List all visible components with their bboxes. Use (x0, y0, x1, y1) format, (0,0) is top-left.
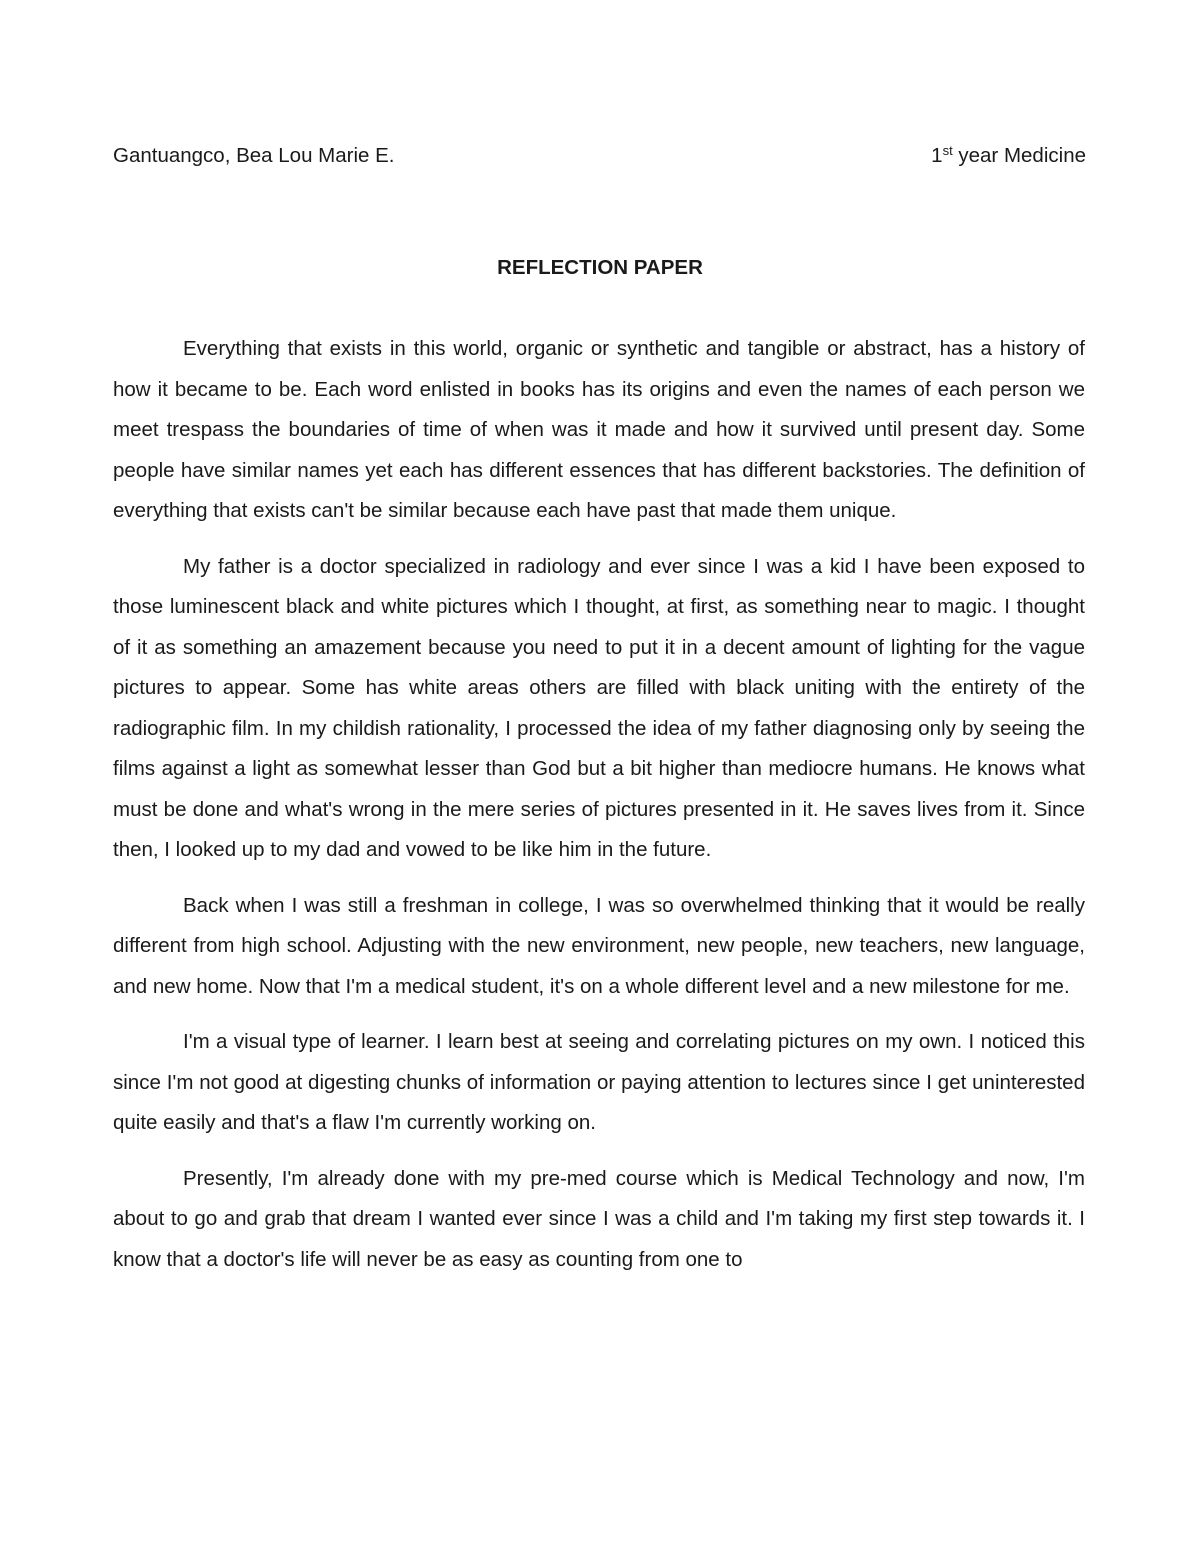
year-number: 1 (931, 144, 943, 167)
author-name: Gantuangco, Bea Lou Marie E. (113, 144, 395, 167)
body-paragraph: Back when I was still a freshman in college, I was so overwhelmed thinking that it would be really different from high school. Adjusting with the new environment, new people, new teachers, new language, and new home. Now that I'm a medical student, it's on a whole different level and a new milestone for me. (113, 893, 1085, 998)
document-title: REFLECTION PAPER (497, 256, 703, 279)
year-suffix: st (942, 143, 953, 159)
document-body (113, 329, 1085, 1295)
year-program: year Medicine (952, 144, 1086, 167)
body-paragraph: Presently, I'm already done with my pre-med course which is Medical Technology and now, I'm about to go and grab that dream I wanted ever since I was a child and I'm taking my first step towards it. I know that a doctor's life will never be as easy as counting from one to (113, 1166, 1085, 1271)
year-level (931, 140, 1086, 172)
document-header (113, 140, 1086, 172)
body-paragraph: My father is a doctor specialized in radiology and ever since I was a kid I have been exposed to those luminescent black and white pictures which I thought, at first, as something near to magic. I thought of it as something an amazement because you need to put it in a decent amount of lighting for the vague pictures to appear. Some has white areas others are filled with black uniting with the entirety of the radiographic film. In my childish rationality, I processed the idea of my father diagnosing only by seeing the films against a light as somewhat lesser than God but a bit higher than mediocre humans. He knows what must be done and what's wrong in the mere series of pictures presented in it. He saves lives from it. Since then, I looked up to my dad and vowed to be like him in the future. (113, 554, 1085, 861)
body-paragraph: Everything that exists in this world, organic or synthetic and tangible or abstract, has a history of how it became to be. Each word enlisted in books has its origins and even the names of each person we meet trespass the boundaries of time of when was it made and how it survived until present day. Some people have similar names yet each has different essences that has different backstories. The definition of everything that exists can't be similar because each have past that made them unique. (113, 337, 1085, 522)
body-paragraph: I'm a visual type of learner. I learn best at seeing and correlating pictures on my own. I noticed this since I'm not good at digesting chunks of information or paying attention to lectures since I get uninterested quite easily and that's a flaw I'm currently working on. (113, 1030, 1085, 1134)
